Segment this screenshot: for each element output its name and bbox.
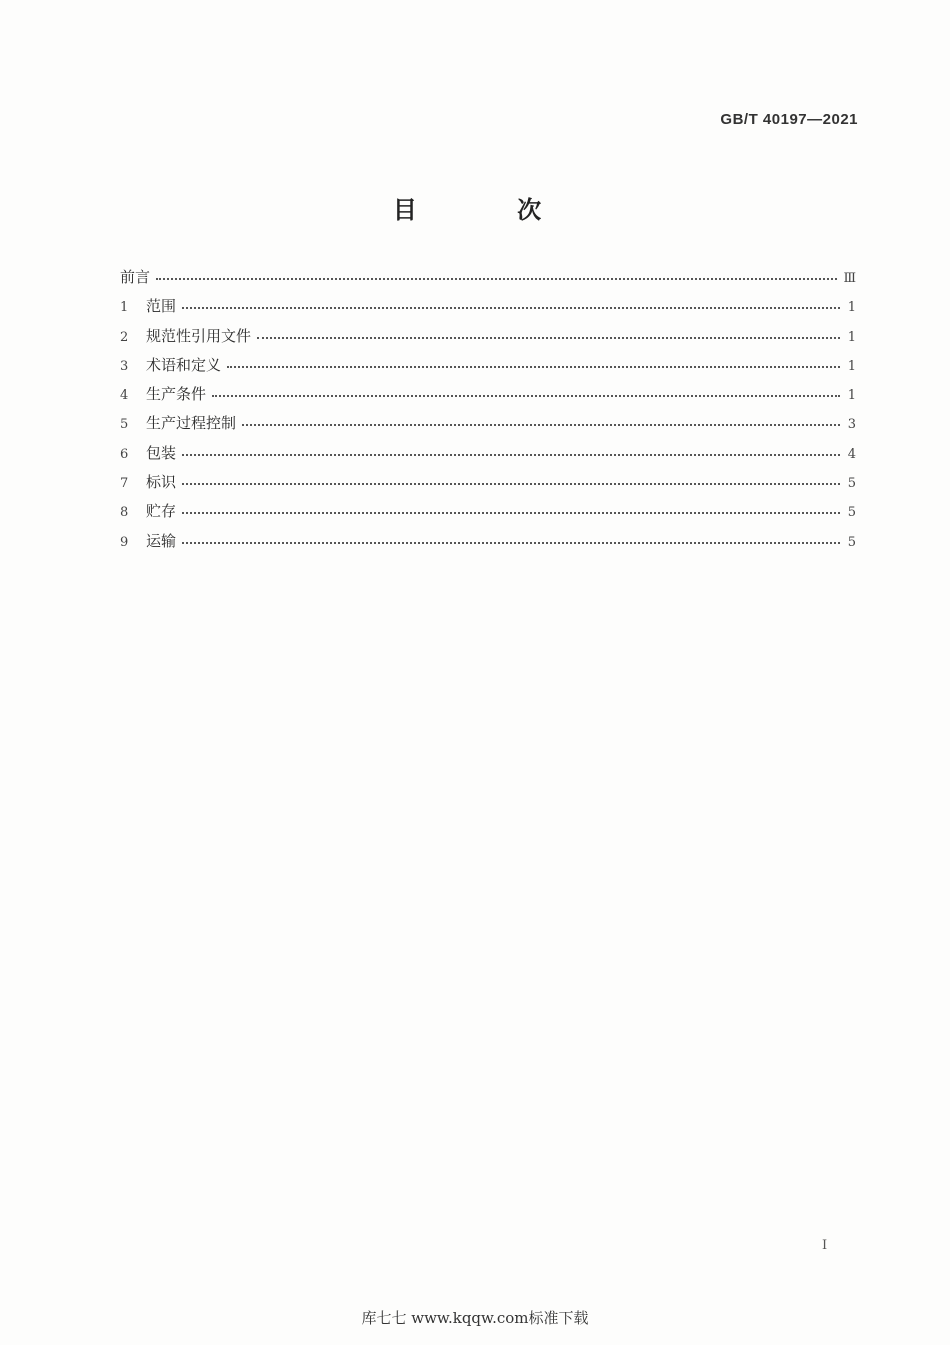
toc-entry-7[interactable] xyxy=(120,471,856,500)
toc-entry-text: 标识 xyxy=(146,473,177,492)
toc-leader xyxy=(156,278,837,280)
toc-entry-number: 7 xyxy=(120,476,129,492)
toc-entry-number: 6 xyxy=(120,446,129,462)
page-number: I xyxy=(822,1238,828,1253)
toc-entry-8[interactable] xyxy=(120,500,856,529)
toc-entry-text: 术语和定义 xyxy=(146,355,222,374)
toc-entry-9[interactable] xyxy=(120,530,856,559)
toc-entry-number: 2 xyxy=(120,329,129,345)
toc-leader xyxy=(257,337,840,339)
toc-entry-text: 运输 xyxy=(146,531,177,550)
toc-entry-number: 9 xyxy=(120,534,129,550)
toc-entry-page: 5 xyxy=(847,534,856,550)
footer-watermark-text: 库七七 www.kqqw.com标准下载 xyxy=(361,1309,589,1327)
toc-leader xyxy=(182,542,840,544)
toc-entry-page: 1 xyxy=(847,300,856,316)
toc-entry-text: 生产条件 xyxy=(146,385,207,404)
toc-entry-2[interactable] xyxy=(120,325,856,354)
toc-entry-page: Ⅲ xyxy=(843,271,856,286)
toc-entry-page: 3 xyxy=(847,417,856,433)
toc-leader xyxy=(182,454,840,456)
toc-entry-page: 1 xyxy=(847,329,856,345)
toc-leader xyxy=(227,366,840,368)
toc-entry-text: 前言 xyxy=(120,268,151,286)
toc-entry-page: 4 xyxy=(847,446,856,462)
toc-leader xyxy=(242,424,840,426)
toc-entry-page: 1 xyxy=(847,358,856,374)
toc-entry-6[interactable] xyxy=(120,442,856,471)
toc-entry-number: 3 xyxy=(120,358,129,374)
page-title: 目 次 xyxy=(392,196,588,224)
toc-entry-text: 包装 xyxy=(146,443,177,462)
toc-entry-number: 1 xyxy=(120,300,129,316)
toc-entry-page: 5 xyxy=(847,476,856,492)
table-of-contents xyxy=(120,266,856,559)
toc-entry-text: 规范性引用文件 xyxy=(146,326,252,345)
toc-leader xyxy=(212,395,840,397)
standard-code: GB/T 40197—2021 xyxy=(720,111,858,128)
toc-leader xyxy=(182,512,840,514)
toc-leader xyxy=(182,307,840,309)
toc-entry-5[interactable] xyxy=(120,412,856,441)
toc-entry-number: 4 xyxy=(120,388,129,404)
toc-entry-number: 8 xyxy=(120,505,129,521)
toc-entry-3[interactable] xyxy=(120,354,856,383)
toc-entry-text: 范围 xyxy=(146,297,177,316)
toc-entry-4[interactable] xyxy=(120,383,856,412)
toc-entry-number: 5 xyxy=(120,417,129,433)
toc-leader xyxy=(182,483,840,485)
toc-entry-page: 5 xyxy=(847,505,856,521)
toc-entry-foreword[interactable] xyxy=(120,266,856,295)
toc-entry-1[interactable] xyxy=(120,295,856,324)
toc-entry-text: 贮存 xyxy=(146,502,177,521)
toc-entry-page: 1 xyxy=(847,388,856,404)
toc-entry-text: 生产过程控制 xyxy=(146,414,237,433)
